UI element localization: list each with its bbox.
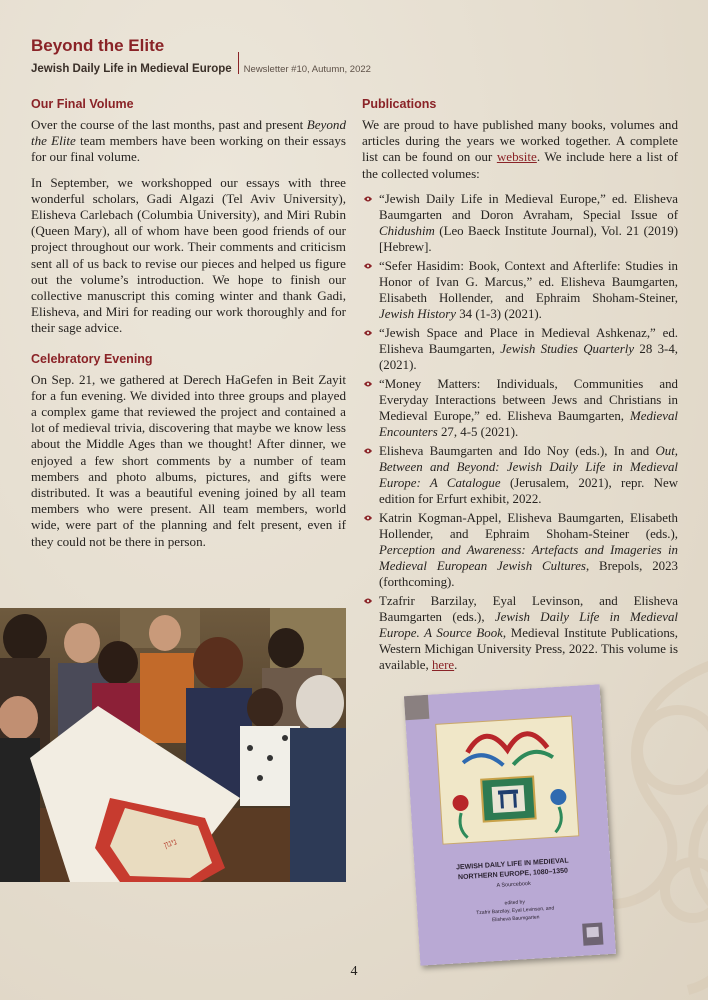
text-run: , Medieval Institute Publications, Western Michigan University Press, 2022. This volume is available, bbox=[379, 625, 679, 672]
text-run: We are proud to have published many books, volumes and articles during the years we worked together. A complete list can be found on our bbox=[362, 117, 678, 165]
masthead bbox=[31, 36, 371, 80]
left-column bbox=[31, 96, 346, 559]
final-volume-paragraph-2: In September, we workshopped our essays with three wonderful scholars, Gadi Algazi (Tel Aviv University), Elisheva Carlebach (Columbia University), and Miri Rubin (Queen Mary), all of whom have been good friends of our project throughout our work. Their comments and criticism sent all of us back to revise our pieces and helped us figure out the volume’s introduction. We hope to finish our collective manuscript this coming winter and thank Gadi, Elisheva, and Miri for reading our work thoroughly and for their sage advice. bbox=[31, 174, 346, 336]
right-column bbox=[362, 96, 678, 676]
text-run-italic: Beyond the Elite bbox=[31, 117, 346, 149]
publications-list bbox=[362, 191, 678, 673]
text-run: team members have been working on their essays for our final volume. bbox=[31, 133, 346, 165]
group-photo-illustration bbox=[0, 608, 346, 882]
book-title-line2: NORTHERN EUROPE, 1080–1350 bbox=[457, 867, 569, 882]
list-item bbox=[362, 510, 678, 590]
text-run: Over the course of the last months, past and present bbox=[31, 117, 307, 132]
text-run: “Sefer Hasidim: Book, Context and Afterlife: Studies in Honor of Ivan G. Marcus,” ed. Elisheva Baumgarten, Elisabeth Hollender, and Ephraim Shoham-Steiner, bbox=[379, 258, 678, 305]
text-run: “Money Matters: Individuals, Communities and Everyday Interactions between Jews and Christians in Medieval Europe,” ed. Elisheva Baumgarten, bbox=[379, 376, 678, 423]
group-photo bbox=[0, 608, 346, 882]
list-item bbox=[362, 258, 678, 322]
fleuron-bullet-icon bbox=[363, 328, 373, 338]
list-item bbox=[362, 443, 678, 507]
book-editors-line2: Elisheva Baumgarten bbox=[491, 914, 540, 924]
website-link[interactable]: website bbox=[496, 149, 537, 165]
text-run: 34 (1-3) (2021). bbox=[455, 306, 542, 321]
newsletter-subtitle: Jewish Daily Life in Medieval Europe bbox=[31, 63, 232, 75]
text-run: . We include here a list of the collected volumes: bbox=[362, 149, 678, 181]
masthead-divider bbox=[238, 52, 239, 74]
fleuron-bullet-icon bbox=[363, 261, 373, 271]
masthead-subline bbox=[31, 58, 371, 80]
list-item bbox=[362, 376, 678, 440]
fleuron-bullet-icon bbox=[363, 596, 373, 606]
sourcebook-cover-art bbox=[404, 684, 616, 965]
text-run-italic: Jewish History bbox=[379, 306, 456, 321]
text-run-italic: Perception and Awareness: Artefacts and Imageries in Medieval European Jewish Cultures bbox=[379, 542, 678, 573]
list-item bbox=[362, 593, 678, 673]
text-run: (Leo Baeck Institute Journal), Vol. 21 (2019) [Hebrew]. bbox=[379, 223, 678, 254]
list-item bbox=[362, 325, 678, 373]
text-run: 28 3-4, (2021). bbox=[379, 341, 678, 372]
issue-info: Newsletter #10, Autumn, 2022 bbox=[243, 63, 371, 75]
final-volume-paragraph-1 bbox=[31, 117, 346, 166]
fleuron-bullet-icon bbox=[363, 194, 373, 204]
here-link[interactable]: here bbox=[431, 657, 455, 672]
book-subtitle: A Sourcebook bbox=[496, 880, 531, 889]
section-heading-publications: Publications bbox=[362, 97, 437, 111]
newsletter-title: Beyond the Elite bbox=[31, 36, 165, 55]
text-run: Tzafrir Barzilay, Eyal Levinson, and Elisheva Baumgarten (eds.), bbox=[379, 593, 678, 624]
book-editors-line1: Tzafrir Barzilay, Eyal Levinson, and bbox=[476, 905, 555, 917]
text-run: (Jerusalem, 2021), repr. New edition for Erfurt exhibit, 2022. bbox=[379, 475, 679, 506]
book-title-line1: JEWISH DAILY LIFE IN MEDIEVAL bbox=[455, 857, 569, 872]
fleuron-bullet-icon bbox=[363, 513, 373, 523]
text-run: “Jewish Space and Place in Medieval Ashkenaz,” ed. Elisheva Baumgarten, bbox=[379, 325, 678, 356]
fleuron-bullet-icon bbox=[363, 446, 373, 456]
text-run-italic: Medieval Encounters bbox=[379, 408, 678, 439]
book-edited-by: edited by bbox=[504, 899, 526, 907]
text-run: Elisheva Baumgarten and Ido Noy (eds.), In and bbox=[379, 443, 656, 458]
text-run: . bbox=[454, 657, 458, 672]
page-number: 4 bbox=[350, 964, 358, 979]
section-heading-final-volume: Our Final Volume bbox=[31, 97, 134, 111]
text-run-italic: Chidushim bbox=[379, 223, 435, 238]
section-heading-celebratory-evening: Celebratory Evening bbox=[31, 351, 153, 366]
text-run-italic: Jewish Daily Life in Medieval Europe. A Source Book bbox=[379, 609, 678, 640]
text-run: “Jewish Daily Life in Medieval Europe,” ed. Elisheva Baumgarten and Doron Avraham, Special Issue of bbox=[379, 191, 678, 222]
text-run-italic: Jewish Studies Quarterly bbox=[500, 341, 635, 356]
sourcebook-cover bbox=[404, 684, 616, 965]
fleuron-bullet-icon bbox=[363, 379, 373, 389]
text-run: , Brepols, 2023 (forthcoming). bbox=[379, 558, 678, 589]
svg-text:ניגון: ניגון bbox=[162, 836, 178, 850]
list-item bbox=[362, 191, 678, 255]
text-run-italic: Out, Between and Beyond: Jewish Daily Life in Medieval Europe: A Catalogue bbox=[379, 443, 678, 490]
text-run: Katrin Kogman-Appel, Elisheva Baumgarten, Elisabeth Hollender, and Ephraim Shoham-Steiner (eds.), bbox=[379, 510, 678, 541]
celebratory-paragraph: On Sep. 21, we gathered at Derech HaGefen in Beit Zayit for a fun evening. We divided into three groups and played a complex game that reviewed the project and contained a lot of medieval trivia, discovering that maybe we know less about the Middle Ages than we thought! After dinner, we enjoyed a few short comments by a number of team members and photo albums, pictures, and gifts were distributed. It was a beautiful evening joined by all team members who were present. All team members, world wide, were part of the planning and felt present, even if they could not be there in person. bbox=[31, 371, 346, 549]
text-run: 27, 4-5 (2021). bbox=[437, 424, 519, 439]
publications-intro bbox=[362, 117, 678, 182]
